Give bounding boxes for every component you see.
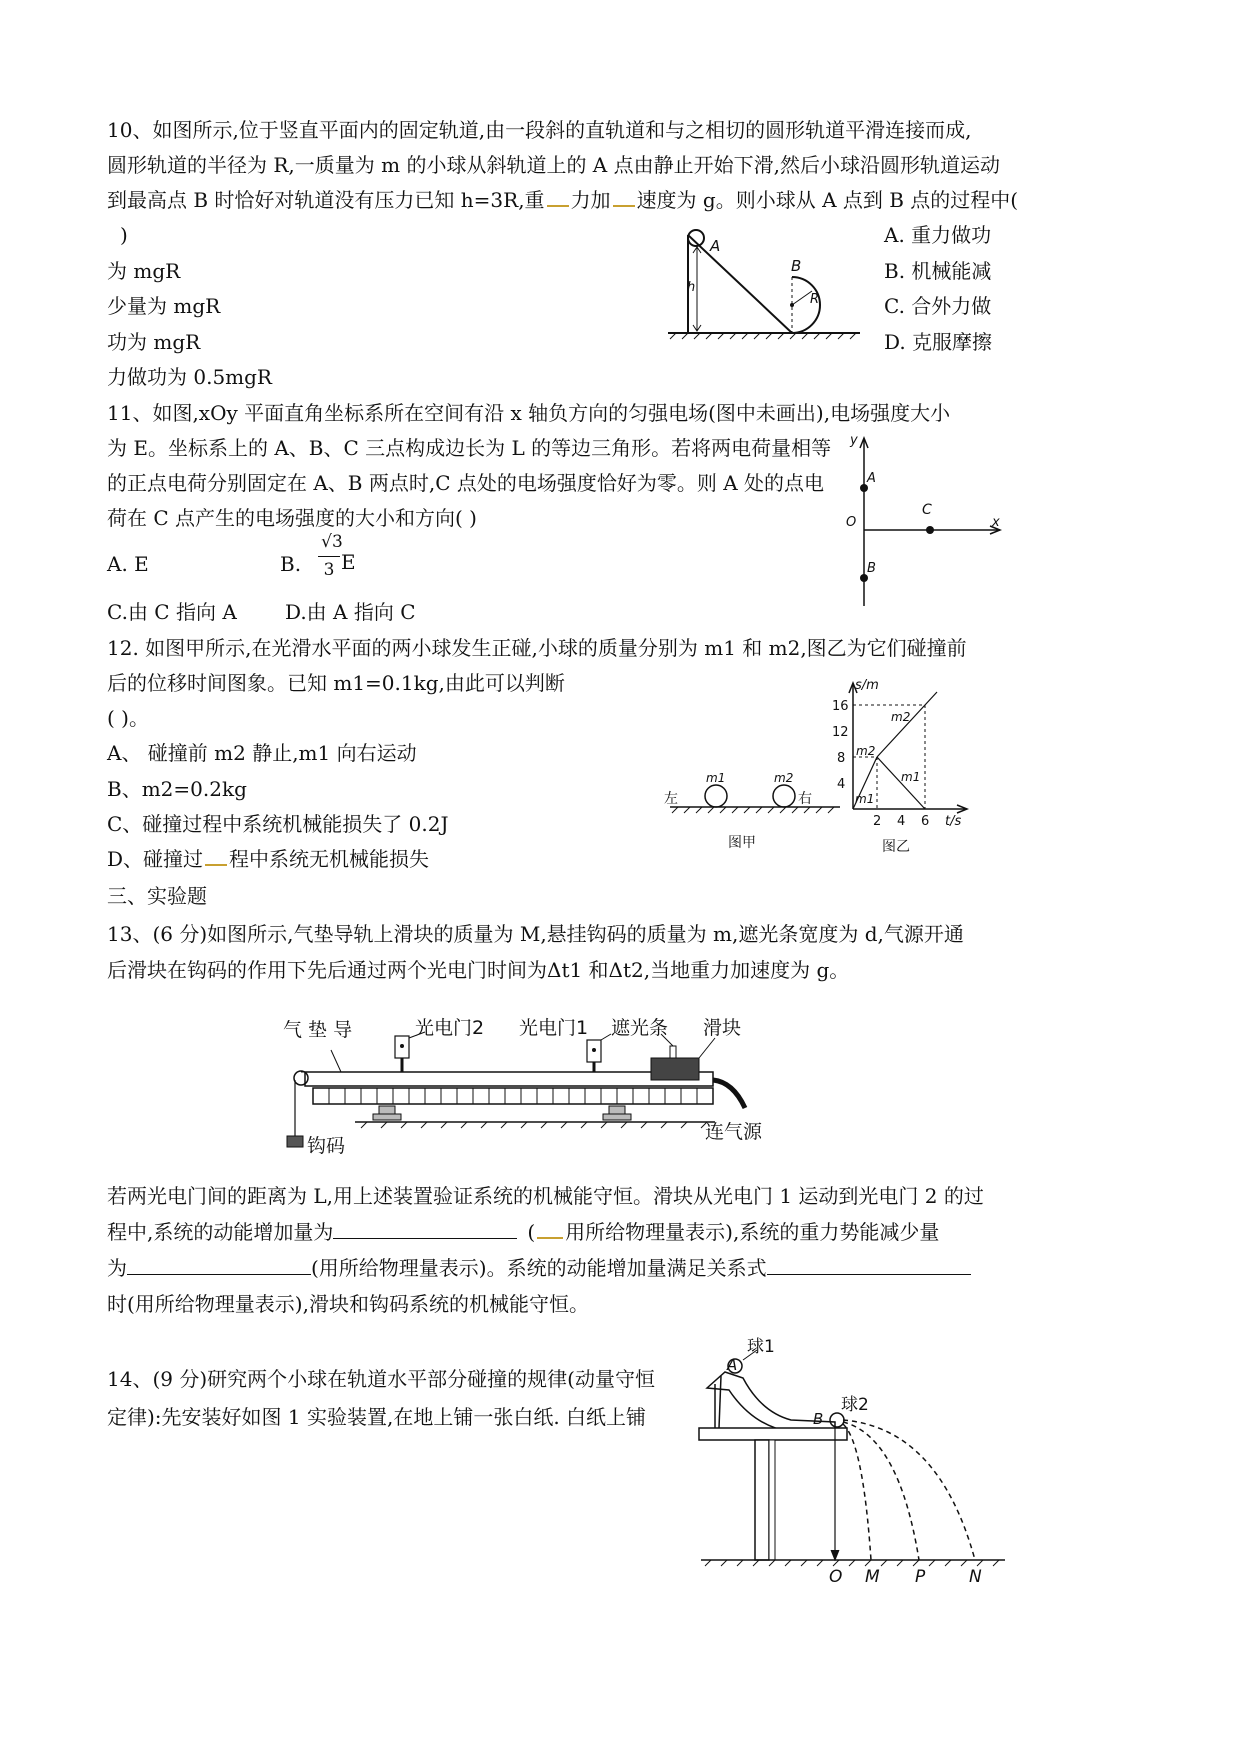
q13-fig-gate1-label: 光电门1 [519,1017,589,1039]
q10-line-3c: 速度为 g。则小球从 A 点到 B 点的过程中( [636,188,1019,212]
q10-option-a: A. 重力做功 [884,223,992,247]
q10-line-3b: 力加 [570,188,611,212]
q12-fig-m2-upper: m2 [891,710,911,724]
q11-line-1: 11、如图,xOy 平面直角坐标系所在空间有沿 x 轴负方向的匀强电场(图中未画出),电场强度大小 [107,401,951,425]
q13-underline-mark [537,1221,563,1239]
q14-fig-m-label: M [865,1567,880,1587]
q13-blank-relation[interactable] [767,1256,971,1275]
q13-fig-hook-weight-label: 钩码 [307,1135,346,1157]
q11-line-2: 为 E。坐标系上的 A、B、C 三点构成边长为 L 的等边三角形。若将两电荷量相等 [107,436,832,460]
q10-fig-label-b: B [791,257,802,275]
q12-fig-xtick-4: 4 [897,814,906,829]
q13-p2c: 用所给物理量表示),系统的重力势能减少量 [565,1220,940,1244]
q10-cont-d: 力做功为 0.5mgR [107,365,272,389]
q10-line-2: 圆形轨道的半径为 R,一质量为 m 的小球从斜轨道上的 A 点由静止开始下滑,然后小球沿圆形轨道运动 [107,153,1000,177]
q14-fig-o-label: O [829,1567,843,1587]
q12-underline-mark [205,848,227,866]
q10-cont-a: 为 mgR [107,259,181,283]
q10-option-d: D. 克服摩擦 [884,330,993,354]
q11-option-b-denominator: 3 [323,560,335,580]
q10-fig-label-a: A [710,237,721,255]
q11-option-a: A. E [107,552,149,576]
q13-p3b: (用所给物理量表示)。系统的动能增加量满足关系式 [311,1256,767,1280]
q10-answer-paren: ) [120,223,128,247]
q10-line-1: 10、如图所示,位于竖直平面内的固定轨道,由一段斜的直轨道和与之相切的圆形轨道平滑连接而成, [107,118,972,142]
q11-coordinate-figure [840,430,1010,608]
q11-option-b-numerator: √3 [321,532,343,552]
q13-fig-gate2-label: 光电门2 [415,1017,485,1039]
q10-underline-mark [613,189,635,207]
q12-option-c: C、碰撞过程中系统机械能损失了 0.2J [107,812,449,836]
q14-collision-figure [695,1332,1025,1752]
q13-paragraph-line-2 [107,1220,939,1244]
q13-paragraph-line-3 [107,1256,971,1280]
q12-fig-ytick-8: 8 [837,751,846,766]
q14-fig-p-label: P [915,1567,926,1587]
q13-blank-kinetic[interactable] [333,1220,517,1239]
q13-paragraph-line-1: 若两光电门间的距离为 L,用上述装置验证系统的机械能守恒。滑块从光电门 1 运动到光电门 2 的过 [107,1184,984,1208]
q12-fig-xtick-2: 2 [873,814,882,829]
q13-p3a: 为 [107,1256,127,1280]
q14-line-1: 14、(9 分)研究两个小球在轨道水平部分碰撞的规律(动量守恒 [107,1367,655,1391]
q11-option-b-unit: E [341,550,356,574]
q12-option-d-b: 程中系统无机械能损失 [229,847,430,871]
q11-fig-label-o: O [846,515,857,530]
q13-air-track-figure [275,1010,785,1160]
q12-fig-m2: m2 [774,771,794,785]
q14-line-2: 定律):先安装好如图 1 实验装置,在地上铺一张白纸. 白纸上铺 [107,1405,647,1429]
q12-line-1: 12. 如图甲所示,在光滑水平面的两小球发生正碰,小球的质量分别为 m1 和 m2,图乙为它们碰撞前 [107,636,967,660]
q13-blank-potential[interactable] [127,1256,311,1275]
q13-p2a: 程中,系统的动能增加量为 [107,1220,334,1244]
q12-fig-m1-left: m1 [855,792,875,806]
q12-fig-right: 右 [798,791,812,807]
q10-fig-label-r: R [810,292,820,307]
q13-fig-air-source-label: 连气源 [705,1121,763,1143]
q10-option-b: B. 机械能减 [884,259,992,283]
q14-fig-b-label: B [813,1410,824,1428]
q11-option-c: C.由 C 指向 A [107,600,237,624]
q11-fig-label-x: x [992,515,1000,530]
q12-line-3: ( )。 [107,706,149,730]
q14-fig-ball2-label: 球2 [841,1395,869,1415]
q11-option-d: D.由 A 指向 C [285,600,416,624]
q13-paragraph-line-4: 时(用所给物理量表示),滑块和钩码系统的机械能守恒。 [107,1292,589,1316]
q13-fig-shutter-label: 遮光条 [611,1017,669,1039]
q10-underline-mark [547,189,569,207]
q12-option-d-a: D、碰撞过 [107,847,204,871]
q13-line-1: 13、(6 分)如图所示,气垫导轨上滑块的质量为 M,悬挂钩码的质量为 m,遮光条宽度为 d,气源开通 [107,922,964,946]
section-3-heading: 三、实验题 [107,884,207,908]
q10-fig-label-h: h [687,280,696,295]
q11-fig-label-c: C [922,502,932,518]
q12-fig-m1-right: m1 [901,770,921,784]
q11-fig-label-b: B [867,561,876,576]
q12-option-b: B、m2=0.2kg [107,777,247,801]
q12-fig-ytick-4: 4 [837,777,846,792]
q10-line-3 [107,188,1018,212]
q13-p2b: ( [527,1220,536,1244]
q12-option-a: A、 碰撞前 m2 静止,m1 向右运动 [107,741,417,765]
q10-track-figure [660,225,870,347]
q11-option-b-label: B. [280,552,302,576]
q12-fig-ytick-12: 12 [832,725,849,740]
q10-option-c: C. 合外力做 [884,294,992,318]
q13-fig-slider-label: 滑块 [703,1017,742,1039]
q11-fig-label-y: y [850,433,858,448]
q11-fraction-bar [318,556,340,557]
q13-line-2: 后滑块在钩码的作用下先后通过两个光电门时间为Δt1 和Δt2,当地重力加速度为 g。 [107,958,850,982]
q12-fig-left: 左 [664,791,678,807]
q12-figure-jia [660,765,850,860]
q12-line-2: 后的位移时间图象。已知 m1=0.1kg,由此可以判断 [107,671,565,695]
q14-fig-n-label: N [969,1567,982,1587]
q12-fig-ylabel: s/m [855,678,879,693]
q12-fig-m1: m1 [706,771,726,785]
q10-cont-b: 少量为 mgR [107,294,221,318]
q10-cont-c: 功为 mgR [107,330,201,354]
q12-fig-xtick-6: 6 [921,814,930,829]
q12-fig-m2-lower: m2 [856,744,876,758]
q10-line-3a: 到最高点 B 时恰好对轨道没有压力已知 h=3R,重 [107,188,545,212]
q11-line-4: 荷在 C 点产生的电场强度的大小和方向( ) [107,506,477,530]
q12-figure-yi [825,675,975,860]
q11-fig-label-a: A [867,471,876,486]
q14-fig-ball1-label: 球1 [747,1337,775,1357]
q12-option-d [107,847,429,871]
q11-line-3: 的正点电荷分别固定在 A、B 两点时,C 点处的电场强度恰好为零。则 A 处的点电 [107,471,825,495]
q13-fig-air-track-label: 气 垫 导 [283,1019,353,1041]
q12-fig-caption-yi: 图乙 [882,839,910,855]
q12-fig-ytick-16: 16 [832,699,849,714]
q14-fig-a-label: A [727,1356,738,1374]
q12-fig-xlabel: t/s [945,814,962,829]
q12-fig-caption-jia: 图甲 [728,835,756,851]
